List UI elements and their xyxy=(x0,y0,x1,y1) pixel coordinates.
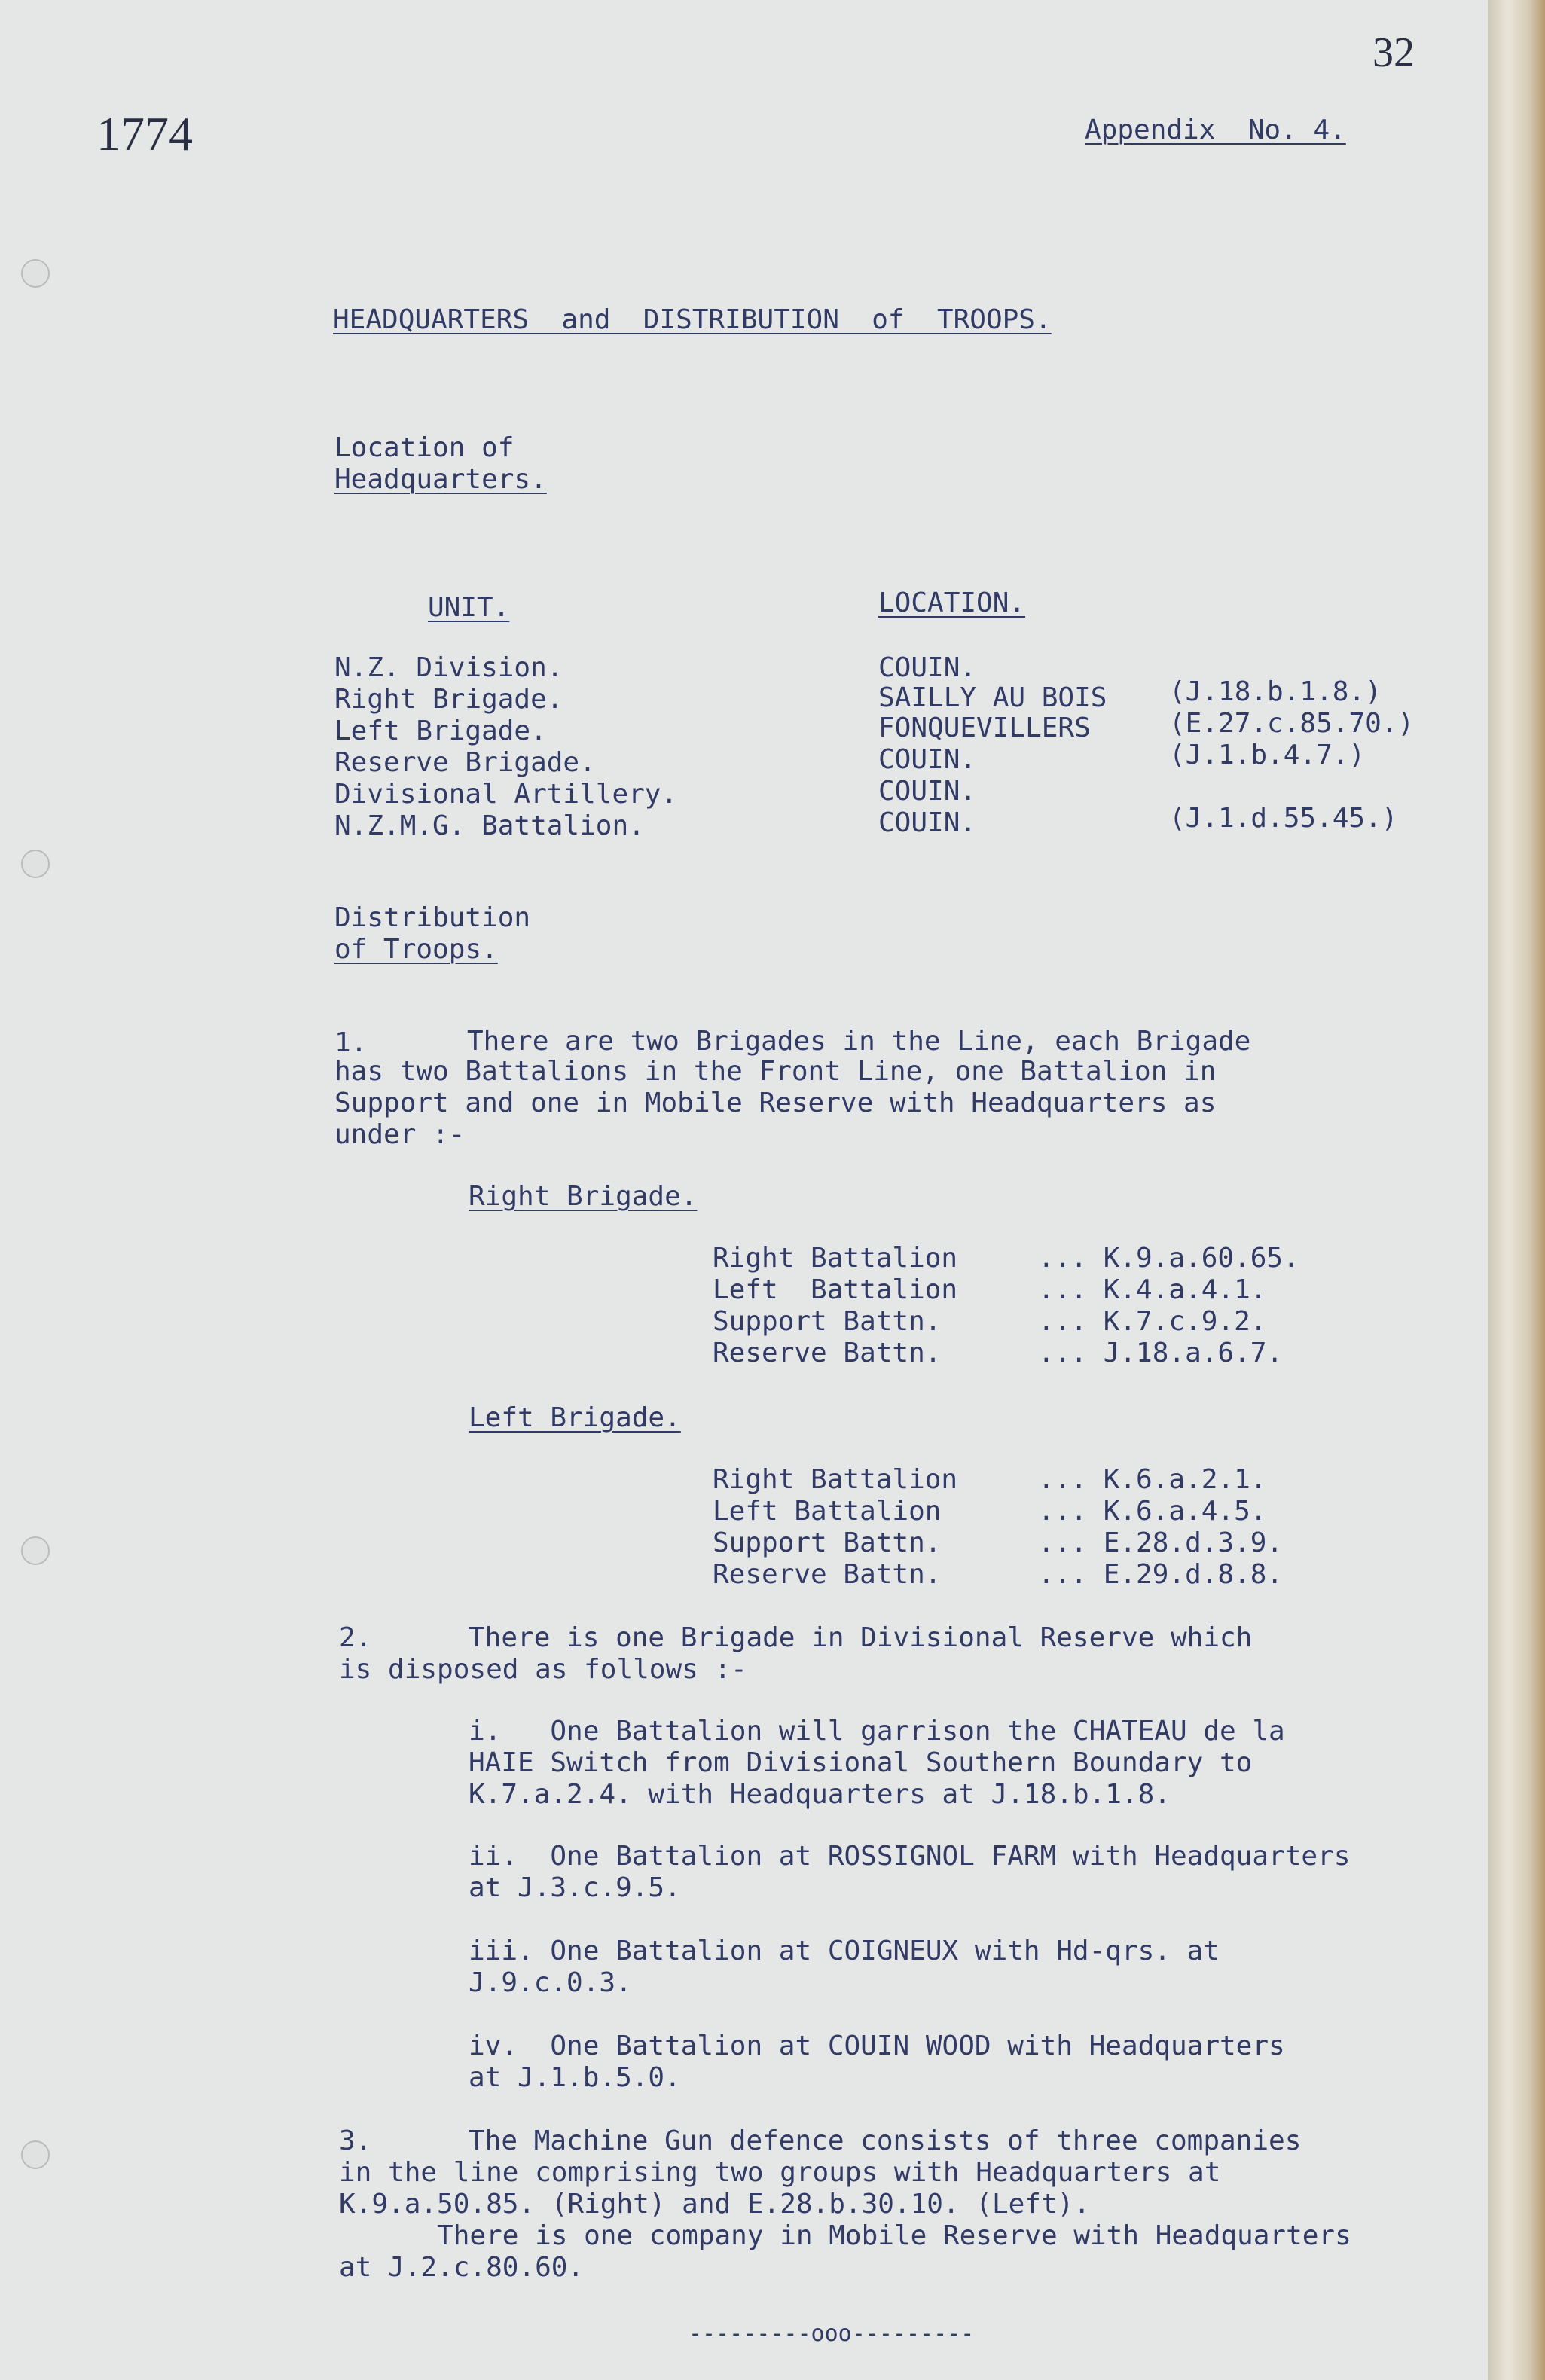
battalion-ref: ... K.7.c.9.2. xyxy=(1038,1306,1267,1337)
unit-cell: Left Brigade. xyxy=(334,716,547,746)
document-title: HEADQUARTERS and DISTRIBUTION of TROOPS. xyxy=(333,304,1052,335)
punch-hole xyxy=(21,1536,50,1565)
para1-line: has two Battalions in the Front Line, one Battalion in xyxy=(334,1056,1217,1087)
col-unit-header: UNIT. xyxy=(428,592,510,623)
battalion-ref: ... E.28.d.3.9. xyxy=(1038,1527,1284,1558)
para1-line: under :- xyxy=(334,1119,466,1150)
battalion-ref: ... K.4.a.4.1. xyxy=(1038,1274,1267,1305)
sub-item-line: J.9.c.0.3. xyxy=(469,1967,632,1998)
battalion-name: Left Battalion xyxy=(713,1496,942,1527)
section-dist-line2: of Troops. xyxy=(334,934,498,965)
battalion-name: Right Battalion xyxy=(713,1243,958,1274)
end-mark: ---------ooo--------- xyxy=(689,2320,975,2347)
location-cell: FONQUEVILLERS xyxy=(878,712,1091,743)
appendix-label: Appendix No. 4. xyxy=(1085,114,1346,145)
location-cell: COUIN. xyxy=(878,776,977,807)
battalion-name: Support Battn. xyxy=(713,1306,942,1337)
location-cell: COUIN. xyxy=(878,652,977,683)
battalion-name: Support Battn. xyxy=(713,1527,942,1558)
para2-line: is disposed as follows :- xyxy=(339,1654,747,1685)
para3-line: at J.2.c.80.60. xyxy=(339,2252,585,2283)
map-ref-cell: (E.27.c.85.70.) xyxy=(1169,708,1415,739)
battalion-ref: ... K.9.a.60.65. xyxy=(1038,1243,1299,1274)
battalion-name: Right Battalion xyxy=(713,1464,958,1495)
para2-number: 2. xyxy=(339,1622,372,1653)
sub-item-line: at J.1.b.5.0. xyxy=(469,2062,681,2093)
section-hq-line1: Location of xyxy=(334,432,514,463)
unit-cell: N.Z.M.G. Battalion. xyxy=(334,810,645,841)
battalion-name: Left Battalion xyxy=(713,1274,958,1305)
sub-item-line: iv. One Battalion at COUIN WOOD with Headquarters xyxy=(469,2031,1285,2061)
map-ref-cell: (J.1.d.55.45.) xyxy=(1169,803,1398,834)
battalion-ref: ... K.6.a.2.1. xyxy=(1038,1464,1267,1495)
left-brigade-heading: Left Brigade. xyxy=(469,1402,681,1433)
battalion-name: Reserve Battn. xyxy=(713,1559,942,1590)
sub-item-line: ii. One Battalion at ROSSIGNOL FARM with Headquarters xyxy=(469,1841,1351,1872)
right-brigade-heading: Right Brigade. xyxy=(469,1181,698,1212)
location-cell: COUIN. xyxy=(878,744,977,775)
sub-item-line: K.7.a.2.4. with Headquarters at J.18.b.1.8. xyxy=(469,1779,1171,1810)
location-cell: COUIN. xyxy=(878,807,977,838)
map-ref-cell: (J.18.b.1.8.) xyxy=(1169,676,1382,707)
unit-cell: Reserve Brigade. xyxy=(334,747,596,778)
unit-cell: Right Brigade. xyxy=(334,684,563,715)
location-cell: SAILLY AU BOIS xyxy=(878,682,1107,713)
para3-number: 3. xyxy=(339,2125,372,2156)
file-number: 1774 xyxy=(96,107,193,160)
battalion-ref: ... K.6.a.4.5. xyxy=(1038,1496,1267,1527)
sub-item-line: iii. One Battalion at COIGNEUX with Hd-qrs. at xyxy=(469,1936,1220,1967)
page-number: 32 xyxy=(1372,29,1415,76)
para3-line: in the line comprising two groups with Headquarters at xyxy=(339,2157,1221,2188)
battalion-ref: ... E.29.d.8.8. xyxy=(1038,1559,1284,1590)
para1-number: 1. xyxy=(334,1027,368,1058)
punch-hole xyxy=(21,259,50,288)
unit-cell: N.Z. Division. xyxy=(334,652,563,683)
para3-line: There is one company in Mobile Reserve with Headquarters xyxy=(339,2220,1351,2251)
para1-line: Support and one in Mobile Reserve with Headquarters as xyxy=(334,1088,1217,1118)
para1-line: There are two Brigades in the Line, each Brigade xyxy=(467,1026,1251,1057)
col-location-header: LOCATION. xyxy=(878,587,1026,618)
unit-cell: Divisional Artillery. xyxy=(334,779,678,810)
sub-item-line: i. One Battalion will garrison the CHATEAU de la xyxy=(469,1716,1285,1747)
battalion-ref: ... J.18.a.6.7. xyxy=(1038,1338,1284,1368)
battalion-name: Reserve Battn. xyxy=(713,1338,942,1368)
section-hq-line2: Headquarters. xyxy=(334,464,547,495)
para2-line: There is one Brigade in Divisional Reserve which xyxy=(469,1622,1253,1653)
section-dist-line1: Distribution xyxy=(334,902,531,933)
para3-line: K.9.a.50.85. (Right) and E.28.b.30.10. (Left). xyxy=(339,2189,1090,2220)
punch-hole xyxy=(21,2140,50,2169)
map-ref-cell: (J.1.b.4.7.) xyxy=(1169,740,1366,770)
punch-hole xyxy=(21,850,50,878)
sub-item-line: at J.3.c.9.5. xyxy=(469,1872,681,1903)
para3-line: The Machine Gun defence consists of three companies xyxy=(469,2125,1302,2156)
page-stack-edge xyxy=(1488,0,1545,2380)
sub-item-line: HAIE Switch from Divisional Southern Boundary to xyxy=(469,1747,1253,1778)
